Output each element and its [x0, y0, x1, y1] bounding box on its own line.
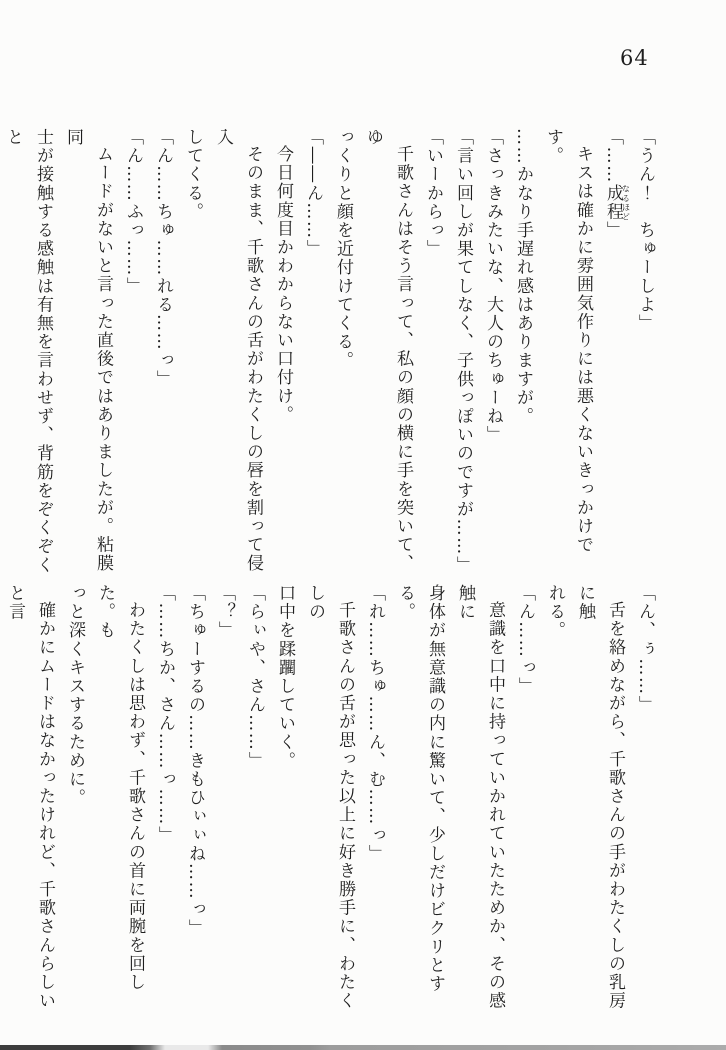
- text-line: 確かにムードはなかったけれど、千歌さんらしいと言: [5, 584, 55, 1011]
- text-line: キスは確かに雰囲気作りには悪くないきっかけです。: [543, 128, 593, 555]
- text-line: 「れ……ちゅ……ん、む……っ」: [365, 584, 385, 863]
- text-line: れる。: [545, 584, 565, 640]
- text-line: 「ん、ぅ……」: [635, 584, 655, 715]
- text-line: 「ん……っ」: [515, 584, 535, 696]
- text-line: 「うん！ ちゅーしよ」: [635, 128, 655, 333]
- text-line: 「ん……ちゅ……れる……っ」: [153, 128, 173, 389]
- text-line: 「……ちか、さん……っ……」: [155, 584, 175, 845]
- text-line: 口中を蹂躙していく。: [275, 584, 295, 770]
- text-line: そのまま、千歌さんの舌がわたくしの唇を割って侵入: [213, 128, 263, 573]
- text-line: してくる。: [183, 128, 203, 221]
- text-line: ムードがないと言った直後ではありましたが。粘膜同: [63, 128, 113, 573]
- text-line: 「――ん……」: [303, 128, 323, 259]
- text-line: ……かなり手遅れ感はありますが。: [513, 128, 533, 426]
- text-line: 身体が無意識の内に驚いて、少しだけビクリとする。: [395, 584, 445, 994]
- text-line: 「いーからっ」: [423, 128, 443, 259]
- page-number: 64: [620, 46, 649, 70]
- bottom-text-block: [0, 584, 660, 1012]
- text-line: 「ん……ふっ……」: [123, 128, 143, 296]
- text-line: 士が接触する感触は有無を言わせず、背筋をぞくぞくと: [3, 128, 53, 575]
- text-line: 舌を絡めながら、千歌さんの手がわたくしの乳房に触: [575, 584, 625, 1011]
- text-line: 千歌さんの舌が思った以上に好き勝手に、わたくしの: [305, 584, 355, 1011]
- text-line: 意識を口中に持っていかれていたためか、その感触に: [455, 584, 505, 1011]
- text-line: 「ちゅーするの……きもひぃぃね……っ」: [185, 584, 205, 938]
- text-line: 「言い回しが果てしなく、子供っぽいのですが……」: [453, 128, 473, 575]
- top-text-block: [0, 128, 660, 576]
- text-line: っくりと顔を近付けてくる。: [333, 128, 353, 370]
- text-line: わたくしは思わず、千歌さんの首に両腕を回した。も: [95, 584, 145, 992]
- ruby-annotated-word: 成程なるほど: [603, 183, 631, 222]
- text-line: 「……成程なるほど」: [603, 128, 631, 240]
- text-line: っと深くキスするために。: [65, 584, 85, 808]
- text-line: 今日何度目かわからない口付け。: [273, 145, 293, 424]
- text-line: 「さっきみたいな、大人のちゅーね」: [483, 128, 503, 445]
- page-scan-edge: [0, 1045, 726, 1050]
- text-line: 「？」: [215, 584, 235, 640]
- text-line: 「らぃや、さん……」: [245, 584, 265, 770]
- text-line: 千歌さんはそう言って、私の顔の横に手を突いて、ゆ: [363, 128, 413, 573]
